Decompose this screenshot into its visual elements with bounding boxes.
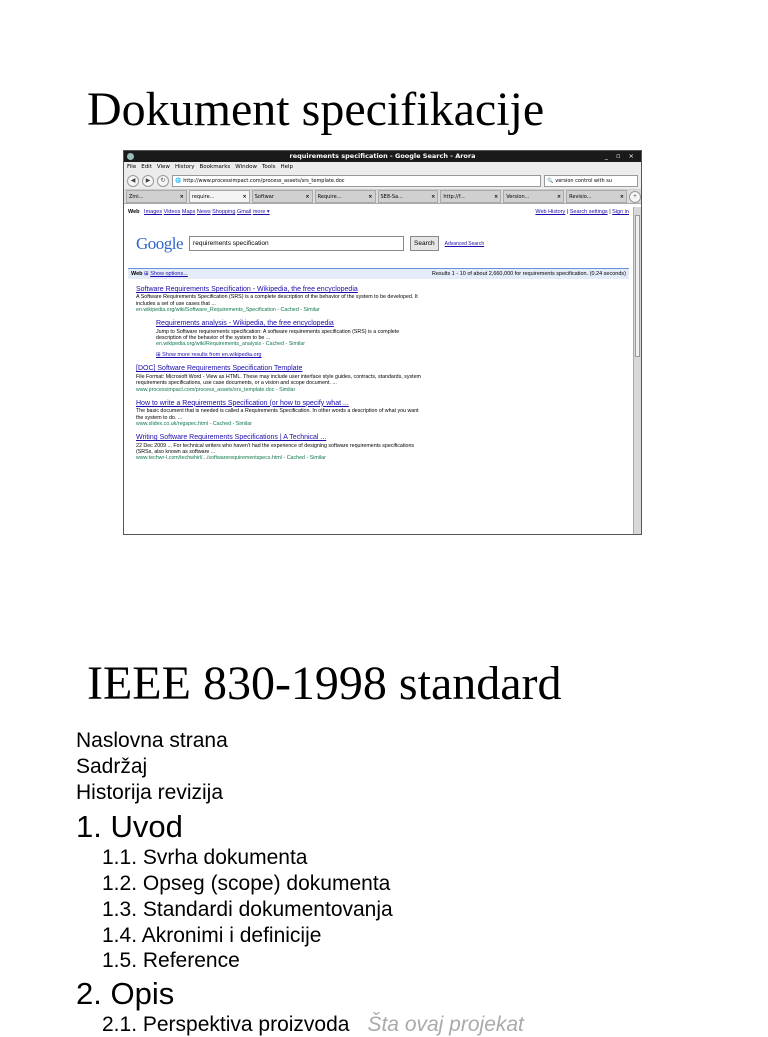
search-result [136, 400, 426, 427]
outline-subitem: 1.4. Akronimi i definicije [102, 924, 322, 947]
close-icon[interactable]: × [494, 193, 499, 200]
result-snippet: The basic document that is needed is called a Requirements Specification. In other words a description of what you want the system to do. ... [136, 408, 419, 421]
show-more-results-link[interactable]: ⊞ Show more results from en.wikipedia.org [156, 351, 262, 358]
tab-active[interactable]: require... × [189, 190, 250, 203]
search-field-text: version control with su [555, 178, 613, 184]
google-search-button[interactable]: Search [410, 236, 439, 251]
menu-bookmarks[interactable]: Bookmarks [199, 164, 231, 171]
menu-view[interactable]: View [156, 164, 170, 171]
slide-title: Dokument specifikacije [87, 83, 545, 136]
plus-icon: ⊞ [156, 351, 163, 358]
result-title[interactable]: Software Requirements Specification - Wikipedia, the free encyclopedia [136, 285, 358, 293]
sign-in-link[interactable]: Sign in [612, 209, 629, 215]
reload-icon[interactable]: ↻ [157, 175, 169, 187]
scrollbar-thumb[interactable] [635, 215, 640, 357]
outline-heading: 1. Uvod [76, 809, 183, 844]
result-title[interactable]: Writing Software Requirements Specifications | A Technical ... [136, 434, 327, 442]
web-history-link[interactable]: Web History [535, 209, 566, 215]
outline-item: Naslovna strana [76, 729, 228, 752]
menu-tools[interactable]: Tools [261, 164, 276, 171]
result-title[interactable]: [DOC] Software Requirements Specification Template [136, 365, 303, 373]
search-field[interactable] [544, 175, 638, 187]
outline-item: Sadržaj [76, 755, 148, 778]
result-snippet: File Format: Microsoft Word - View as HTML. These may include user interface style guides, contracts, standards, system requirements specifications, use case documents, or a vision and scope document. ... [136, 373, 421, 387]
outline-subitem: 1.5. Reference [102, 949, 240, 972]
result-url: www.processimpact.com/process_assets/srs_template.doc - Similar [136, 386, 296, 393]
new-tab-icon[interactable]: + [629, 191, 641, 203]
search-result [136, 286, 426, 313]
close-icon[interactable]: × [368, 193, 373, 200]
tab[interactable]: SE8-Sa... × [378, 190, 439, 203]
tab[interactable]: Revisio... × [566, 190, 627, 203]
result-snippet: Jump to Software requirements specification: A software requirements specification (SRS) is a complete description of the behavior of the system to be ... [156, 328, 400, 342]
section-title: IEEE 830-1998 standard [87, 657, 562, 710]
forward-icon[interactable]: ▶ [142, 175, 154, 187]
gbar-images[interactable]: Images [144, 209, 163, 215]
close-icon[interactable]: × [179, 193, 184, 200]
gbar-shopping[interactable]: Shopping [212, 209, 236, 215]
window-title: requirements specification - Google Search - Arora [289, 152, 476, 160]
tab[interactable]: Softwar × [252, 190, 313, 203]
gbar-news[interactable]: News [196, 209, 211, 215]
outline-subitem: 2.1. Perspektiva proizvoda Šta ovaj projekat [102, 1013, 524, 1036]
result-title[interactable]: Requirements analysis - Wikipedia, the free encyclopedia [156, 320, 334, 328]
search-result [136, 434, 426, 461]
close-icon[interactable]: × [619, 193, 624, 200]
outline-subitem: 1.3. Standardi dokumentovanja [102, 898, 393, 921]
scrollbar[interactable] [633, 207, 641, 534]
menu-history[interactable]: History [174, 164, 195, 171]
outline-heading: 2. Opis [76, 976, 175, 1011]
app-icon [127, 153, 134, 160]
window-controls[interactable]: _ ▫ × [604, 152, 637, 160]
gbar-more[interactable]: more ▾ [252, 209, 270, 215]
close-icon[interactable]: × [556, 193, 562, 200]
results-bar-web: Web [131, 270, 143, 277]
search-settings-link[interactable]: Search settings [569, 209, 608, 215]
tab[interactable]: Require... × [315, 190, 376, 203]
outline-item: Historija revizija [76, 781, 224, 804]
google-search-input[interactable]: requirements specification [189, 236, 404, 251]
outline-subitem: 1.1. Svrha dokumenta [102, 846, 308, 869]
search-result [136, 365, 426, 392]
url-bar[interactable] [172, 175, 541, 187]
favicon-icon: 🌐 [175, 178, 182, 184]
google-logo[interactable]: Google [136, 233, 184, 253]
close-icon[interactable]: × [305, 193, 310, 200]
result-url: www.slidex.co.uk/regspec.html - Cached - Similar [136, 420, 252, 427]
back-icon[interactable]: ◀ [127, 175, 139, 187]
advanced-search-link[interactable]: Advanced Search [444, 240, 485, 247]
search-icon: 🔍 [547, 178, 554, 184]
menu-window[interactable]: Window [235, 164, 257, 171]
url-text: http://www.processimpact.com/process_assets/srs_template.doc [183, 178, 345, 184]
gbar-maps[interactable]: Maps [181, 209, 196, 215]
browser-screenshot [123, 150, 642, 535]
results-bar [128, 268, 629, 279]
close-icon[interactable]: × [242, 193, 247, 200]
menu-help[interactable]: Help [280, 164, 294, 171]
outline-subitem: 1.2. Opseg (scope) dokumenta [102, 872, 391, 895]
tab[interactable]: Version... × [503, 190, 564, 203]
menu-edit[interactable]: Edit [141, 164, 152, 171]
menu-file[interactable]: File [127, 164, 137, 171]
gbar-web[interactable]: Web [128, 209, 140, 215]
tab[interactable]: Zmi... × [126, 190, 187, 203]
window-titlebar [124, 151, 641, 162]
outline-note: Šta ovaj projekat [367, 1013, 524, 1036]
tab-bar [124, 190, 641, 204]
gbar-videos[interactable]: Videos [163, 209, 181, 215]
result-snippet: A Software Requirements Specification (SRS) is a complete description of the behavior of the system to be developed. It includes a set of use cases that ... [136, 294, 418, 307]
search-result [156, 320, 426, 347]
google-bar: Web Images Videos Maps News Shopping Gmail more ▾ Web History | Search settings | Sign in [128, 209, 629, 215]
gbar-gmail[interactable]: Gmail [236, 209, 252, 215]
result-url: en.wikipedia.org/wiki/Software_Requirements_Specification - Cached - Similar [136, 307, 320, 314]
show-options-link[interactable]: Show options... [150, 270, 188, 277]
result-title[interactable]: How to write a Requirements Specification (or how to specify what ... [136, 399, 349, 407]
result-snippet: 22 Dec 2009 ... For technical writers who haven't had the experience of designing software requirements specifications (SRSs, also known as software ... [136, 442, 415, 455]
nav-toolbar [124, 173, 641, 190]
tab[interactable]: http://f... × [440, 190, 501, 203]
close-icon[interactable]: × [431, 193, 436, 200]
result-url: www.techwr-l.com/techwhirl/.../softwarerequirementspecs.html - Cached - Similar [136, 455, 326, 462]
result-url: en.wikipedia.org/wiki/Requirements_analysis - Cached - Similar [156, 341, 305, 348]
results-stats: Results 1 - 10 of about 2,660,000 for requirements specification. (0.24 seconds) [431, 270, 626, 277]
page-content [124, 207, 633, 534]
menu-bar [124, 162, 641, 173]
plus-icon: ⊞ [144, 270, 149, 277]
